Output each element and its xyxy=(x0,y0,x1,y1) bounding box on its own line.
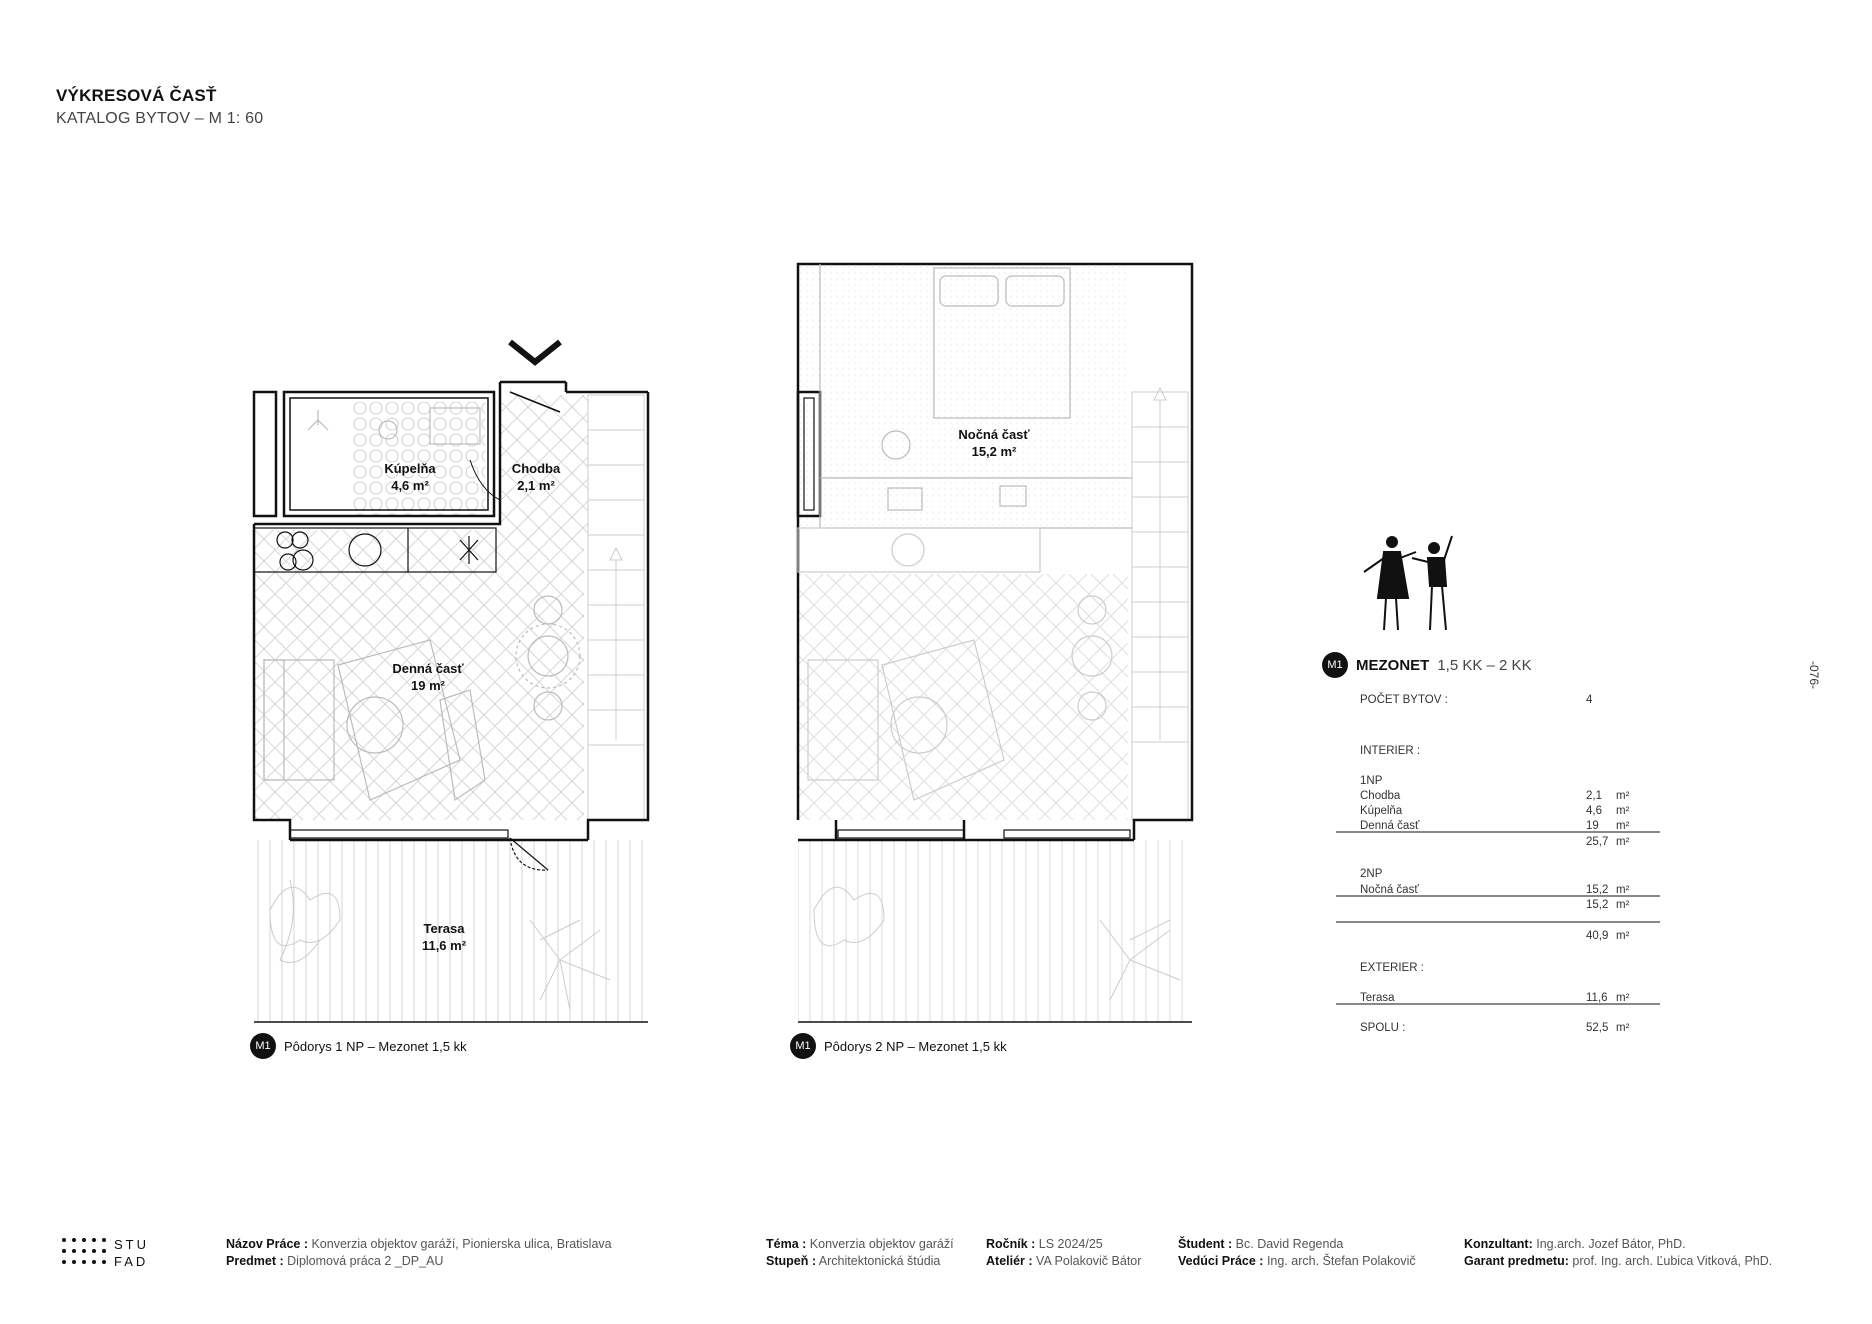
total-label: SPOLU : xyxy=(1360,1022,1406,1034)
summary-title: MEZONET xyxy=(1356,656,1430,674)
np1-row-chodba-value: 2,1 xyxy=(1586,790,1602,802)
plan-1np-badge: M1 xyxy=(250,1033,276,1059)
exterior-label: EXTERIER : xyxy=(1360,962,1424,974)
plan-1np-caption-text: Pôdorys 1 NP – Mezonet 1,5 kk xyxy=(284,1038,467,1054)
footer-block-student: Študent : Bc. David Regenda Vedúci Práce : Ing. arch. Štefan Polakovič xyxy=(1178,1237,1416,1268)
summary-badge: M1 xyxy=(1322,652,1348,678)
interior-label: INTERIER : xyxy=(1360,745,1421,757)
np2-total-unit: m² xyxy=(1616,899,1630,911)
footer-block-year: Ročník : LS 2024/25 Ateliér : VA Polakovič Bátor xyxy=(986,1237,1142,1268)
np1-row-chodba: Chodba xyxy=(1360,790,1401,802)
plan-2np-caption xyxy=(790,1033,1007,1059)
stu-fad-logo-text: STU FAD xyxy=(114,1237,149,1269)
np2-label: 2NP xyxy=(1360,868,1383,880)
footer-block-topic: Téma : Konverzia objektov garáží Stupeň : Architektonická štúdia xyxy=(766,1237,954,1268)
room-label-kupelna: Kúpelňa 4,6 m² xyxy=(384,461,436,493)
page-number: -076- xyxy=(1807,660,1822,690)
plan-2np-badge: M1 xyxy=(790,1033,816,1059)
np1-label: 1NP xyxy=(1360,775,1383,787)
total-value: 52,5 xyxy=(1586,1022,1609,1034)
interior-total-unit: m² xyxy=(1616,930,1630,942)
summary-type: 1,5 KK – 2 KK xyxy=(1437,656,1532,674)
np1-row-kupelna-unit: m² xyxy=(1616,805,1630,817)
np1-total-value: 25,7 xyxy=(1586,836,1609,848)
np2-row-nocna: Nočná časť xyxy=(1360,884,1419,896)
np1-row-kupelna: Kúpelňa xyxy=(1360,805,1403,817)
np1-row-denna: Denná časť xyxy=(1360,820,1420,832)
np1-row-denna-value: 19 xyxy=(1586,820,1599,832)
count-value: 4 xyxy=(1586,694,1593,706)
room-label-chodba: Chodba 2,1 m² xyxy=(511,461,561,493)
room-label-nocna-cast: Nočná časť 15,2 m² xyxy=(958,427,1030,459)
np1-row-denna-unit: m² xyxy=(1616,820,1630,832)
exterior-row-terasa-value: 11,6 xyxy=(1586,992,1608,1004)
exterior-row-terasa: Terasa xyxy=(1360,992,1395,1004)
np2-total-value: 15,2 xyxy=(1586,899,1609,911)
exterior-row-terasa-unit: m² xyxy=(1616,992,1630,1004)
np2-row-nocna-value: 15,2 xyxy=(1586,884,1609,896)
summary-table xyxy=(1360,0,1680,1100)
room-label-terasa: Terasa 11,6 m² xyxy=(421,921,467,953)
plan-2np xyxy=(798,264,1192,1022)
plan-2np-caption-text: Pôdorys 2 NP – Mezonet 1,5 kk xyxy=(824,1038,1007,1054)
room-label-denna-cast: Denná časť 19 m² xyxy=(392,661,464,693)
plan-1np-caption xyxy=(250,1033,467,1059)
footer-block-consultant: Konzultant: Ing.arch. Jozef Bátor, PhD. Garant predmetu: prof. Ing. arch. Ľubica Vitková, PhD. xyxy=(1464,1237,1773,1268)
count-label: POČET BYTOV : xyxy=(1360,694,1448,706)
np1-row-kupelna-value: 4,6 xyxy=(1586,805,1602,817)
sheet-title: VÝKRESOVÁ ČASŤ xyxy=(56,86,217,105)
np2-row-nocna-unit: m² xyxy=(1616,884,1630,896)
np1-total-unit: m² xyxy=(1616,836,1630,848)
np1-row-chodba-unit: m² xyxy=(1616,790,1630,802)
total-unit: m² xyxy=(1616,1022,1630,1034)
footer-block-title: Názov Práce : Konverzia objektov garáží, Pionierska ulica, Bratislava Predmet : Diplomová práca 2 _DP_AU xyxy=(226,1237,612,1268)
sheet-subtitle: KATALOG BYTOV – M 1: 60 xyxy=(56,110,264,127)
interior-total-value: 40,9 xyxy=(1586,930,1609,942)
